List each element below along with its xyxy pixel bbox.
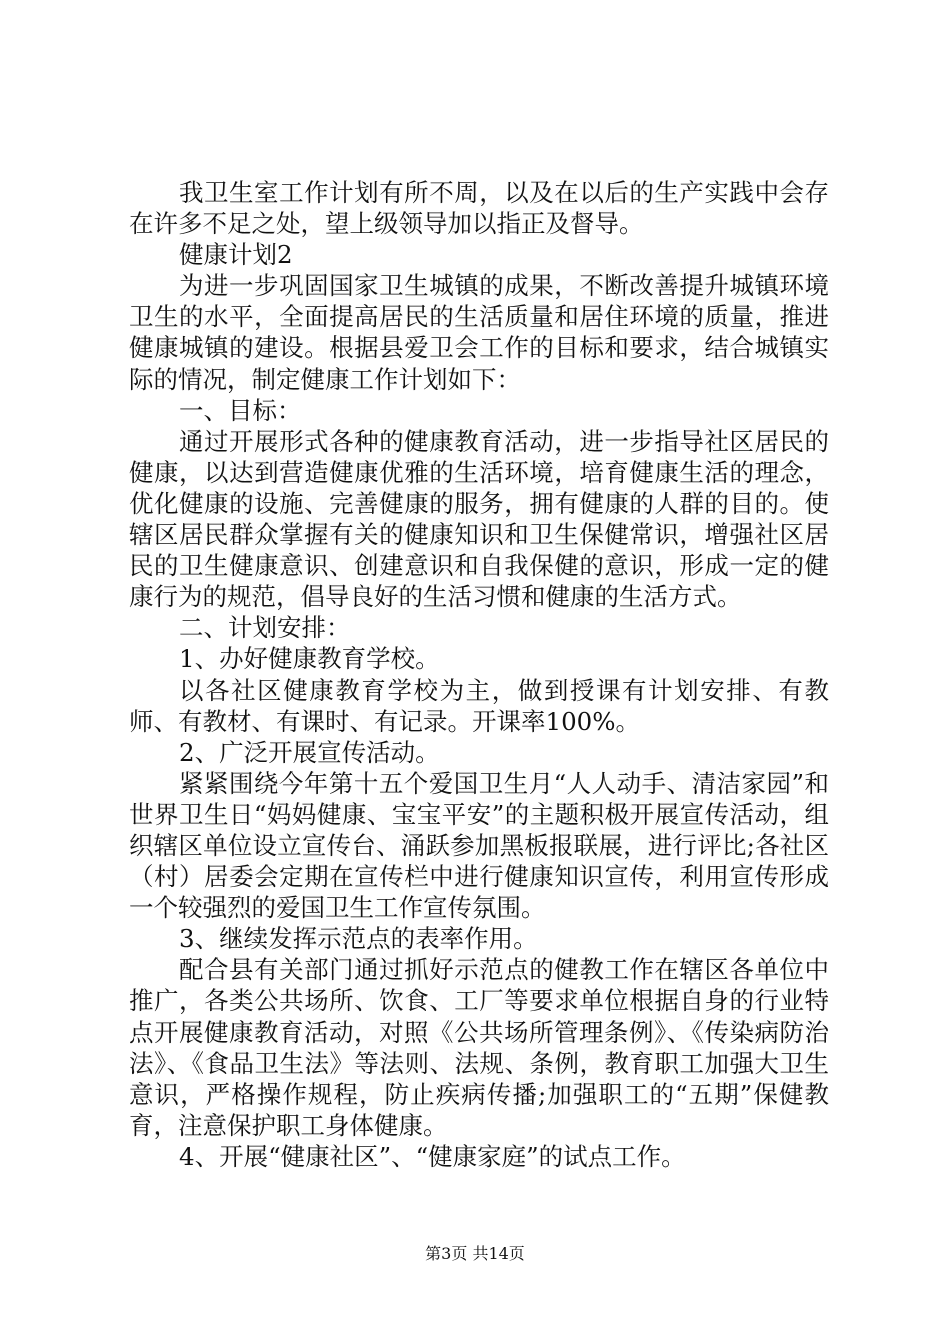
document-body <box>129 177 829 1172</box>
item-4-heading: 4、开展“健康社区”、“健康家庭”的试点工作。 <box>179 1141 686 1171</box>
item-3-heading: 3、继续发挥示范点的表率作用。 <box>179 924 538 954</box>
page-footer <box>0 1244 950 1264</box>
heading-plan-arrangement: 二、计划安排： <box>179 613 351 643</box>
heading-goals: 一、目标： <box>179 395 302 425</box>
item-2-heading: 2、广泛开展宣传活动。 <box>179 737 440 767</box>
item-2-paragraph: 紧紧围绕今年第十五个爱国卫生月“人人动手、清洁家园”和世界卫生日“妈妈健康、宝宝平安”的主题积极开展宣传活动，组织辖区单位设立宣传台、涌跃参加黑板报联展，进行评比;各社区（村）居委会定期在宣传栏中进行健康知识宣传，利用宣传形成一个较强烈的爱国卫生工作宣传氛围。 <box>129 768 829 923</box>
section-title-health-plan-2: 健康计划2 <box>179 240 293 270</box>
paragraph-goals: 通过开展形式各种的健康教育活动，进一步指导社区居民的健康，以达到营造健康优雅的生活环境，培育健康生活的理念，优化健康的设施、完善健康的服务，拥有健康的人群的目的。使辖区居民群众掌握有关的健康知识和卫生保健常识，增强社区居民的卫生健康意识、创建意识和自我保健的意识，形成一定的健康行为的规范，倡导良好的生活习惯和健康的生活方式。 <box>129 426 829 612</box>
paragraph-closing-remark: 我卫生室工作计划有所不周，以及在以后的生产实践中会存在许多不足之处，望上级领导加以指正及督导。 <box>129 178 829 239</box>
item-1-paragraph: 以各社区健康教育学校为主，做到授课有计划安排、有教师、有教材、有课时、有记录。开课率100%。 <box>129 675 829 736</box>
item-1-heading: 1、办好健康教育学校。 <box>179 644 440 674</box>
item-3-paragraph: 配合县有关部门通过抓好示范点的健教工作在辖区各单位中推广，各类公共场所、饮食、工厂等要求单位根据自身的行业特点开展健康教育活动，对照《公共场所管理条例》、《传染病防治法》、《食品卫生法》等法则、法规、条例，教育职工加强大卫生意识，严格操作规程，防止疾病传播;加强职工的“五期”保健教育，注意保护职工身体健康。 <box>129 955 829 1140</box>
page-number-label: 第3页 共14页 <box>425 1244 525 1263</box>
paragraph-intro: 为进一步巩固国家卫生城镇的成果，不断改善提升城镇环境卫生的水平，全面提高居民的生活质量和居住环境的质量，推进健康城镇的建设。根据县爱卫会工作的目标和要求，结合城镇实际的情况，制定健康工作计划如下： <box>129 271 829 394</box>
